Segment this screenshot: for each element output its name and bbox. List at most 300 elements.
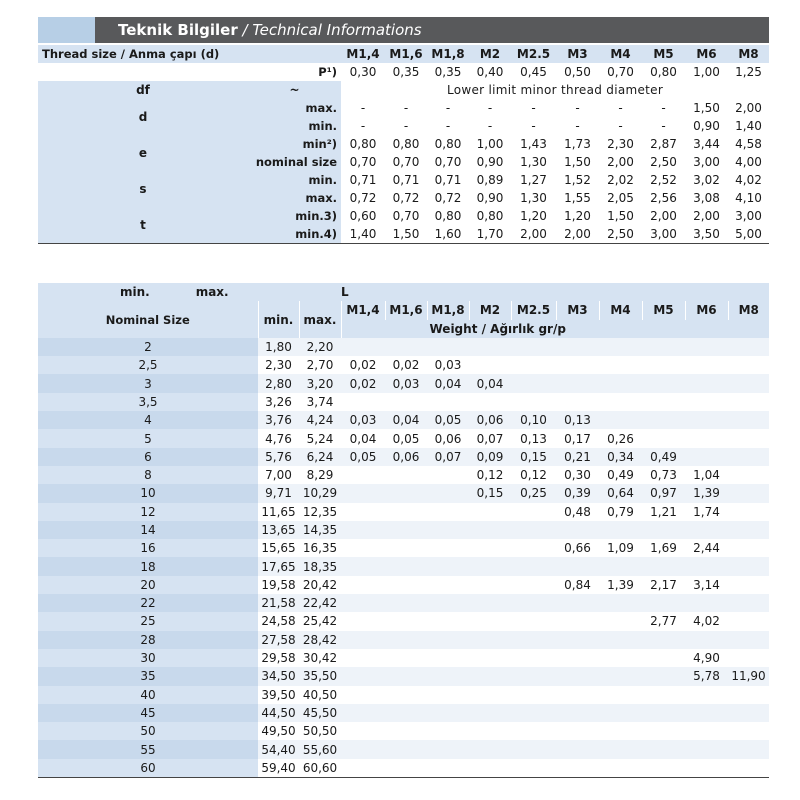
weight-cell	[511, 649, 556, 667]
title-accent-block	[38, 17, 95, 43]
weight-row	[38, 539, 769, 557]
length-min-cell: 3,76	[258, 411, 299, 429]
weight-cell	[685, 722, 728, 740]
sub-label: min.4)	[248, 225, 341, 244]
value-cell: 3,50	[685, 225, 728, 244]
length-max-cell: 8,29	[299, 466, 341, 484]
weight-cell: 0,12	[476, 468, 504, 483]
weight-cell	[728, 466, 769, 484]
weight-cell	[728, 722, 769, 740]
value-cell: 0,71	[427, 171, 469, 189]
weight-cell	[385, 393, 427, 411]
value-cell: 0,80	[427, 135, 469, 153]
title-english: / Technical Informations	[242, 21, 422, 39]
nominal-size-cell: 60	[38, 759, 258, 778]
e-min-row	[38, 135, 769, 153]
size-header: M2.5	[511, 45, 556, 63]
weight-cell	[341, 631, 385, 649]
title-turkish: Teknik Bilgiler	[118, 21, 238, 39]
weight-cell	[728, 429, 769, 447]
weight-cell	[728, 503, 769, 521]
weight-cell	[341, 503, 385, 521]
value-cell: 0,80	[469, 207, 511, 225]
value-cell: 1,50	[385, 225, 427, 244]
weight-cell	[469, 338, 511, 356]
weight-cell	[685, 448, 728, 466]
weight-cell	[642, 374, 685, 392]
length-min-cell: 49,50	[258, 722, 299, 740]
weight-cell: 0,02	[392, 358, 420, 373]
value-cell: -	[427, 99, 469, 117]
length-max-cell: 2,70	[299, 356, 341, 374]
weight-row	[38, 429, 769, 447]
value-cell: 1,30	[511, 189, 556, 207]
weight-cell: 0,04	[349, 431, 377, 446]
weight-cell	[728, 686, 769, 704]
nominal-size-cell: 30	[38, 649, 258, 667]
weight-cell	[642, 704, 685, 722]
weight-cell: 1,39	[685, 484, 728, 502]
weight-cell	[511, 503, 556, 521]
value-cell: 1,50	[685, 99, 728, 117]
weight-cell	[427, 631, 469, 649]
weight-cell	[642, 594, 685, 612]
size-header: M8	[728, 301, 769, 319]
weight-cell: 0,84	[564, 577, 591, 592]
weight-cell	[599, 631, 642, 649]
title-bar	[38, 17, 769, 43]
weight-cell: 3,14	[693, 577, 720, 592]
weight-cell: 1,09	[607, 541, 634, 556]
weight-cell	[469, 594, 511, 612]
value-cell: 1,55	[556, 189, 599, 207]
length-max-cell: 45,50	[299, 704, 341, 722]
weight-cell	[511, 667, 556, 685]
weight-cell	[427, 503, 469, 521]
weight-cell: 0,04	[385, 411, 427, 429]
nominal-size-cell: 40	[38, 686, 258, 704]
weight-cell	[427, 557, 469, 575]
weight-cell	[427, 521, 469, 539]
weight-cell: 0,13	[556, 411, 599, 429]
nominal-size-cell: 3	[38, 374, 258, 392]
weight-cell	[556, 686, 599, 704]
weight-cell: 1,04	[693, 468, 720, 483]
weight-cell: 0,06	[469, 411, 511, 429]
length-min-cell: 1,80	[258, 338, 299, 356]
weight-cell	[728, 649, 769, 667]
weight-cell	[341, 338, 385, 356]
weight-cell: 0,15	[511, 448, 556, 466]
value-cell: 4,02	[728, 171, 769, 189]
nominal-size-cell: 55	[38, 740, 258, 758]
weight-cell: 0,04	[427, 374, 469, 392]
weight-row	[38, 686, 769, 704]
weight-cell: 2,17	[650, 577, 677, 592]
value-cell: 1,50	[599, 207, 642, 225]
e-label: e	[38, 135, 248, 171]
weight-cell	[556, 557, 599, 575]
weight-cell	[385, 686, 427, 704]
length-max-cell: 12,35	[299, 503, 341, 521]
weight-cell	[385, 539, 427, 557]
t-label: t	[38, 207, 248, 244]
weight-cell	[599, 411, 642, 429]
weight-cell	[341, 667, 385, 685]
weight-cell	[469, 704, 511, 722]
weight-cell	[599, 740, 642, 758]
weight-cell: 0,39	[556, 484, 599, 502]
value-cell: -	[556, 117, 599, 135]
pitch-row	[38, 63, 769, 81]
length-min-cell: 29,58	[258, 649, 299, 667]
weight-cell	[642, 356, 685, 374]
weight-cell	[556, 374, 599, 392]
weight-cell: 0,07	[427, 448, 469, 466]
nominal-size-cell: 18	[38, 557, 258, 575]
value-cell: 2,87	[642, 135, 685, 153]
weight-cell	[427, 539, 469, 557]
weight-cell	[341, 393, 385, 411]
weight-cell	[556, 722, 599, 740]
weight-row	[38, 557, 769, 575]
weight-top-row	[38, 283, 769, 301]
value-cell: 3,00	[642, 225, 685, 244]
weight-row	[38, 594, 769, 612]
weight-cell	[341, 557, 385, 575]
length-max-cell: 40,50	[299, 686, 341, 704]
weight-cell: 0,06	[385, 448, 427, 466]
value-cell: 4,58	[728, 135, 769, 153]
weight-cell: 0,05	[427, 411, 469, 429]
weight-cell	[728, 539, 769, 557]
weight-cell	[469, 759, 511, 778]
weight-cell	[511, 612, 556, 630]
value-cell: 2,00	[685, 207, 728, 225]
technical-table	[38, 45, 769, 244]
d-label: d	[38, 99, 248, 135]
weight-cell	[599, 557, 642, 575]
weight-cell	[341, 722, 385, 740]
weight-cell	[685, 429, 728, 447]
size-header: M6	[685, 45, 728, 63]
weight-cell	[385, 631, 427, 649]
weight-cell	[469, 667, 511, 685]
length-min-cell: 39,50	[258, 686, 299, 704]
length-max-cell: 35,50	[299, 667, 341, 685]
length-min-cell: 19,58	[258, 576, 299, 594]
value-cell: 0,89	[469, 171, 511, 189]
technical-info-sheet	[38, 17, 769, 775]
weight-cell	[556, 740, 599, 758]
weight-cell: 0,79	[607, 504, 634, 519]
length-min-cell: 13,65	[258, 521, 299, 539]
weight-cell: 0,15	[469, 484, 511, 502]
value-cell: 0,71	[385, 171, 427, 189]
weight-cell	[599, 649, 642, 667]
length-min-cell: 15,65	[258, 539, 299, 557]
value-cell: 2,00	[511, 225, 556, 244]
nominal-size-label: Nominal Size	[38, 301, 258, 338]
weight-cell: 0,66	[564, 541, 591, 556]
weight-cell	[642, 722, 685, 740]
nominal-size-cell: 5	[38, 429, 258, 447]
value-cell: -	[341, 117, 385, 135]
value-cell: 0,80	[341, 135, 385, 153]
nominal-size-cell: 20	[38, 576, 258, 594]
value-cell: 2,50	[642, 153, 685, 171]
value-cell: -	[599, 99, 642, 117]
weight-cell	[385, 594, 427, 612]
weight-row	[38, 484, 769, 502]
size-header: M2	[469, 45, 511, 63]
value-cell: 2,52	[642, 171, 685, 189]
nominal-size-cell: 12	[38, 503, 258, 521]
value-cell: 0,40	[476, 65, 504, 79]
value-cell: -	[385, 117, 427, 135]
weight-cell	[556, 338, 599, 356]
weight-cell	[728, 393, 769, 411]
size-header: M1,6	[385, 301, 427, 319]
weight-cell	[685, 393, 728, 411]
weight-row	[38, 576, 769, 594]
weight-row	[38, 740, 769, 758]
weight-row	[38, 667, 769, 685]
value-cell: 0,72	[427, 189, 469, 207]
value-cell: 3,00	[685, 153, 728, 171]
weight-cell	[341, 521, 385, 539]
weight-cell	[642, 667, 685, 685]
size-header: M4	[599, 301, 642, 319]
length-max-cell: 3,74	[299, 393, 341, 411]
weight-cell	[556, 612, 599, 630]
value-cell: -	[385, 99, 427, 117]
length-max-cell: 6,24	[299, 448, 341, 466]
value-cell: 2,00	[642, 207, 685, 225]
length-min-cell: 3,26	[258, 393, 299, 411]
weight-cell	[511, 393, 556, 411]
length-min-cell: 27,58	[258, 631, 299, 649]
nominal-size-cell: 22	[38, 594, 258, 612]
weight-cell	[685, 521, 728, 539]
t-min3-row	[38, 207, 769, 225]
length-max-cell: 10,29	[299, 484, 341, 502]
length-max-cell: 18,35	[299, 557, 341, 575]
weight-cell: 0,06	[434, 431, 462, 446]
length-max-cell: 20,42	[299, 576, 341, 594]
value-cell: 1,20	[556, 207, 599, 225]
weight-row	[38, 649, 769, 667]
weight-row	[38, 466, 769, 484]
weight-cell	[599, 612, 642, 630]
weight-cell	[642, 338, 685, 356]
length-min-cell: 17,65	[258, 557, 299, 575]
weight-cell	[511, 759, 556, 778]
weight-cell	[728, 594, 769, 612]
weight-cell	[599, 722, 642, 740]
size-header: M1,8	[427, 45, 469, 63]
df-row	[38, 81, 769, 99]
weight-cell	[642, 557, 685, 575]
weight-cell	[511, 704, 556, 722]
length-max-cell: 25,42	[299, 612, 341, 630]
weight-table	[38, 283, 769, 778]
weight-row	[38, 374, 769, 392]
weight-cell: 0,05	[392, 431, 420, 446]
value-cell: 0,90	[685, 117, 728, 135]
d-max-row	[38, 99, 769, 117]
top-spacer	[385, 283, 769, 301]
weight-cell	[469, 393, 511, 411]
value-cell: 0,90	[469, 153, 511, 171]
weight-cell	[469, 503, 511, 521]
value-cell: 0,30	[349, 65, 377, 79]
value-cell: 0,80	[427, 207, 469, 225]
weight-cell	[469, 576, 511, 594]
weight-row	[38, 411, 769, 429]
value-cell: 2,56	[642, 189, 685, 207]
weight-row	[38, 612, 769, 630]
weight-cell	[556, 393, 599, 411]
value-cell: 2,00	[728, 99, 769, 117]
weight-cell	[469, 649, 511, 667]
weight-cell: 0,17	[564, 431, 591, 446]
page-title	[118, 21, 422, 39]
weight-cell	[599, 338, 642, 356]
weight-cell	[511, 356, 556, 374]
value-cell: 1,27	[511, 171, 556, 189]
weight-cell	[469, 521, 511, 539]
weight-cell	[469, 631, 511, 649]
value-cell: 0,72	[385, 189, 427, 207]
thread-size-row	[38, 45, 769, 63]
weight-cell: 0,02	[349, 358, 377, 373]
weight-cell	[728, 759, 769, 778]
value-cell: -	[511, 99, 556, 117]
value-cell: 2,30	[599, 135, 642, 153]
top-max-label: max.	[195, 285, 229, 300]
weight-cell	[341, 686, 385, 704]
weight-cell	[511, 539, 556, 557]
size-header: M3	[556, 45, 599, 63]
weight-cell	[385, 521, 427, 539]
value-cell: -	[642, 99, 685, 117]
weight-cell: 0,09	[469, 448, 511, 466]
size-header: M8	[728, 45, 769, 63]
value-cell: 0,72	[341, 189, 385, 207]
weight-cell	[385, 466, 427, 484]
weight-cell	[685, 704, 728, 722]
nominal-size-cell: 3,5	[38, 393, 258, 411]
length-min-cell: 44,50	[258, 704, 299, 722]
weight-cell	[385, 722, 427, 740]
weight-cell	[385, 612, 427, 630]
size-header: M1,4	[341, 45, 385, 63]
weight-cell	[341, 740, 385, 758]
weight-cell	[341, 594, 385, 612]
sub-label: min.	[248, 171, 341, 189]
weight-cell	[685, 759, 728, 778]
value-cell: 3,00	[728, 207, 769, 225]
sub-label: min.3)	[248, 207, 341, 225]
length-max-cell: 55,60	[299, 740, 341, 758]
weight-cell	[599, 356, 642, 374]
weight-cell: 0,49	[642, 448, 685, 466]
weight-cell	[642, 411, 685, 429]
weight-cell	[385, 704, 427, 722]
weight-cell: 0,03	[385, 374, 427, 392]
weight-cell	[685, 740, 728, 758]
weight-row	[38, 759, 769, 778]
value-cell: 4,00	[728, 153, 769, 171]
weight-cell	[556, 649, 599, 667]
value-cell: 0,45	[520, 65, 547, 79]
weight-cell: 1,74	[693, 504, 720, 519]
weight-cell	[341, 612, 385, 630]
value-cell: 0,35	[434, 65, 462, 79]
length-min-cell: 7,00	[258, 466, 299, 484]
weight-cell	[685, 411, 728, 429]
value-cell: 1,40	[728, 117, 769, 135]
s-label: s	[38, 171, 248, 207]
weight-cell	[511, 576, 556, 594]
weight-cell	[642, 649, 685, 667]
weight-cell	[685, 686, 728, 704]
weight-row	[38, 704, 769, 722]
weight-cell	[685, 557, 728, 575]
weight-cell	[599, 594, 642, 612]
nominal-size-cell: 25	[38, 612, 258, 630]
weight-cell	[427, 576, 469, 594]
value-cell: 0,90	[469, 189, 511, 207]
nominal-size-cell: 16	[38, 539, 258, 557]
value-cell: 2,00	[556, 225, 599, 244]
size-header: M6	[685, 301, 728, 319]
weight-cell	[599, 374, 642, 392]
weight-cell	[341, 539, 385, 557]
sub-label: nominal size	[248, 153, 341, 171]
weight-cell	[556, 667, 599, 685]
weight-cell	[642, 740, 685, 758]
weight-cell	[642, 631, 685, 649]
value-cell: 2,00	[599, 153, 642, 171]
weight-cell	[728, 521, 769, 539]
top-min-label: min.	[120, 285, 150, 300]
weight-cell	[685, 374, 728, 392]
length-min-cell: 59,40	[258, 759, 299, 778]
weight-cell	[341, 759, 385, 778]
nominal-size-cell: 8	[38, 466, 258, 484]
value-cell: 2,50	[599, 225, 642, 244]
value-cell: 2,05	[599, 189, 642, 207]
weight-cell	[685, 338, 728, 356]
weight-cell	[728, 612, 769, 630]
sub-label: max.	[248, 99, 341, 117]
nominal-size-cell: 2	[38, 338, 258, 356]
top-min-max-label	[38, 283, 258, 301]
weight-cell: 0,73	[650, 468, 677, 483]
value-cell: 0,70	[607, 65, 634, 79]
size-header: M5	[642, 45, 685, 63]
weight-cell: 0,02	[341, 374, 385, 392]
size-header: M1,8	[427, 301, 469, 319]
weight-cell	[599, 759, 642, 778]
weight-cell	[385, 503, 427, 521]
weight-cell: 0,64	[599, 484, 642, 502]
weight-cell	[427, 612, 469, 630]
weight-cell	[599, 704, 642, 722]
weight-cell	[427, 704, 469, 722]
